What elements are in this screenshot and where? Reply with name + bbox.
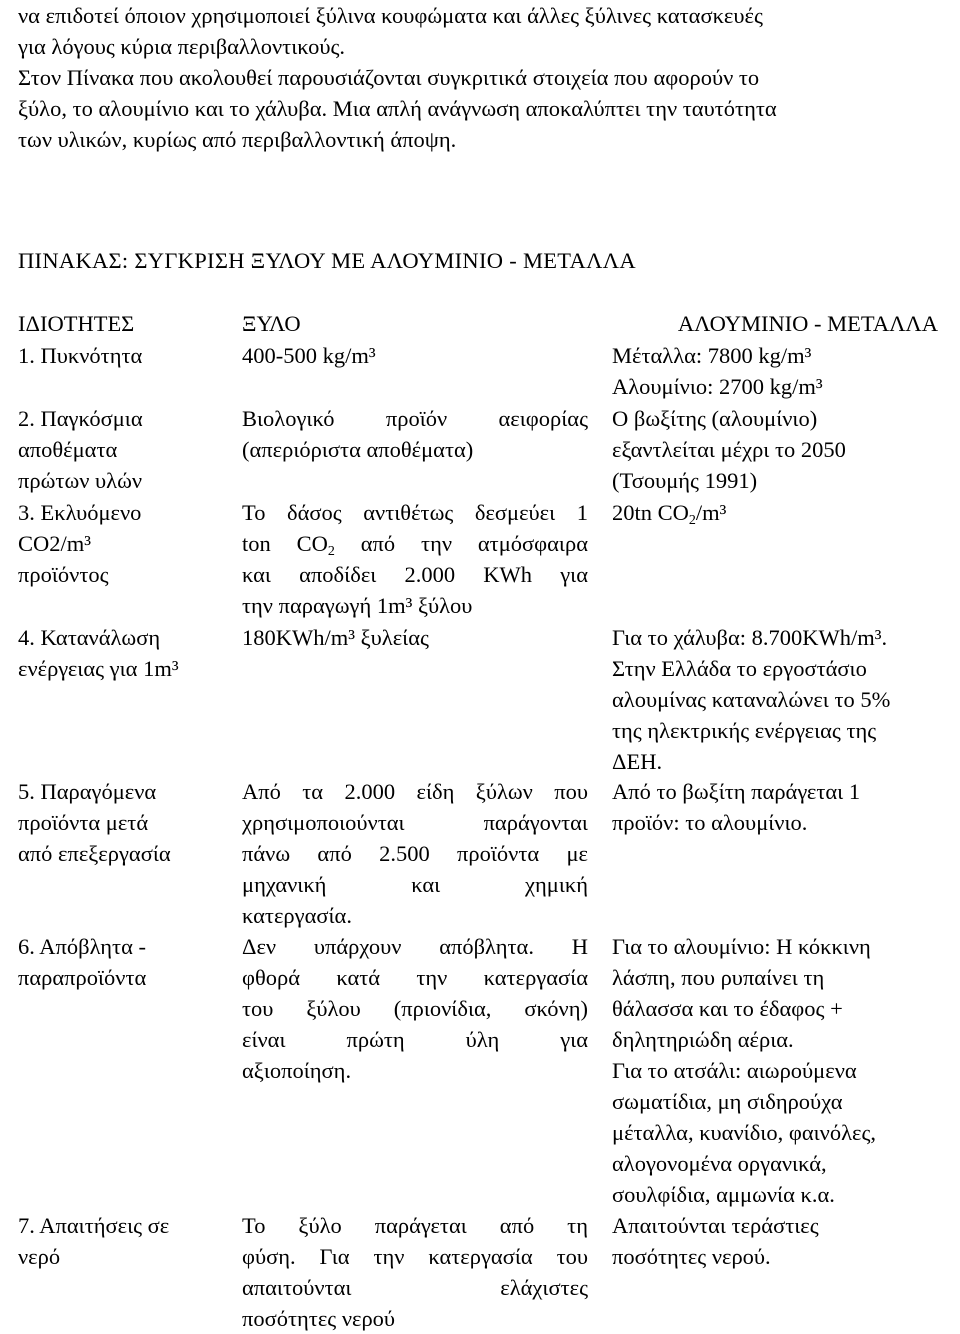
row-1-aluminium: [612, 340, 938, 402]
cell-line: και αποδίδει 2.000 KWh για: [242, 562, 588, 587]
row-7-property: [18, 1210, 228, 1272]
intro-line: των υλικών, κυρίως από περιβαλλοντική άποψη.: [18, 127, 457, 152]
row-1-wood: [242, 340, 588, 371]
cell-line: 1. Πυκνότητα: [18, 343, 143, 368]
intro-line: ξύλο, το αλουμίνιο και το χάλυβα. Μια απλή ανάγνωση αποκαλύπτει την ταυτότητα: [18, 96, 777, 121]
cell-text: /m³: [695, 500, 727, 525]
cell-line: αλογονομένα οργανικά,: [612, 1151, 827, 1176]
header-properties: ΙΔΙΟΤΗΤΕΣ: [18, 311, 135, 336]
cell-line: αποθέματα: [18, 437, 118, 462]
cell-line: μέταλλα, κυανίδιο, φαινόλες,: [612, 1120, 876, 1145]
cell-line: 2. Παγκόσμια: [18, 406, 143, 431]
cell-line: προϊόντα μετά: [18, 810, 149, 835]
cell-line: προϊόντος: [18, 562, 109, 587]
row-4-wood: [242, 622, 588, 653]
header-aluminium: ΑΛΟΥΜΙΝΙΟ - ΜΕΤΑΛΛΑ: [677, 311, 938, 336]
cell-line: θάλασσα και το έδαφος +: [612, 996, 843, 1021]
cell-line: πρώτων υλών: [18, 468, 143, 493]
table-title: ΠΙΝΑΚΑΣ: ΣΥΓΚΡΙΣΗ ΞΥΛΟΥ ΜΕ ΑΛΟΥΜΙΝΙΟ - ΜΕΤΑΛΛΑ: [18, 248, 636, 273]
row-2-property: [18, 403, 228, 496]
cell-line: [612, 497, 938, 528]
cell-line: Μέταλλα: 7800 kg/m³: [612, 343, 812, 368]
row-4-aluminium: [612, 622, 942, 777]
cell-line: CO2/m³: [18, 531, 92, 556]
cell-line: απαιτούνται ελάχιστες: [242, 1275, 588, 1300]
cell-line: αλουμίνας καταναλώνει το 5%: [612, 687, 891, 712]
cell-line: μηχανική και χημική: [242, 872, 588, 897]
cell-line: φύση. Για την κατεργασία του: [242, 1244, 588, 1269]
intro-line: Στον Πίνακα που ακολουθεί παρουσιάζονται συγκριτικά στοιχεία που αφορούν το: [18, 65, 760, 90]
cell-line: της ηλεκτρικής ενέργειας της: [612, 718, 877, 743]
row-7-wood: [242, 1210, 588, 1334]
row-6-aluminium: [612, 931, 942, 1210]
cell-line: εξαντλείται μέχρι το 2050: [612, 437, 846, 462]
cell-line: ποσότητες νερού: [242, 1306, 396, 1331]
intro-line: να επιδοτεί όποιον χρησιμοποιεί ξύλινα κουφώματα και άλλες ξύλινες κατασκευές: [18, 3, 763, 28]
cell-line: αξιοποίηση.: [242, 1058, 352, 1083]
cell-text: ton CO: [242, 531, 328, 556]
cell-line: 7. Απαιτήσεις σε: [18, 1213, 170, 1238]
cell-line: σωματίδια, μη σιδηρούχα: [612, 1089, 843, 1114]
cell-line: Από το βωξίτη παράγεται 1: [612, 779, 861, 804]
intro-paragraph: [18, 0, 948, 155]
row-7-aluminium: [612, 1210, 938, 1272]
cell-line: Για το αλουμίνιο: Η κόκκινη: [612, 934, 871, 959]
cell-line: 5. Παραγόμενα: [18, 779, 157, 804]
cell-line: Αλουμίνιο: 2700 kg/m³: [612, 374, 823, 399]
cell-line: φθορά κατά την κατεργασία: [242, 965, 588, 990]
cell-line: Από τα 2.000 είδη ξύλων που: [242, 779, 588, 804]
cell-line: Στην Ελλάδα το εργοστάσιο: [612, 656, 867, 681]
cell-line: 400-500 kg/m³: [242, 343, 376, 368]
subscript: 2: [327, 544, 335, 559]
subscript: 2: [688, 513, 696, 528]
row-5-property: [18, 776, 228, 869]
cell-line: Το ξύλο παράγεται από τη: [242, 1213, 588, 1238]
cell-line: από επεξεργασία: [18, 841, 171, 866]
row-1-property: [18, 340, 228, 371]
row-3-aluminium: [612, 497, 938, 528]
row-4-property: [18, 622, 228, 684]
cell-line: νερό: [18, 1244, 61, 1269]
cell-line: Δεν υπάρχουν απόβλητα. Η: [242, 934, 588, 959]
header-wood: ΞΥΛΟ: [242, 311, 301, 336]
cell-line: 6. Απόβλητα -: [18, 934, 146, 959]
cell-line: σουλφίδια, αμμωνία κ.α.: [612, 1182, 835, 1207]
cell-line: 180KWh/m³ ξυλείας: [242, 625, 429, 650]
cell-line: λάσπη, που ρυπαίνει τη: [612, 965, 825, 990]
cell-line: πάνω από 2.500 προϊόντα με: [242, 841, 588, 866]
cell-line: προϊόν: το αλουμίνιο.: [612, 810, 808, 835]
row-3-property: [18, 497, 228, 590]
row-3-wood: [242, 497, 588, 621]
row-2-wood: [242, 403, 588, 465]
cell-line: είναι πρώτη ύλη για: [242, 1027, 588, 1052]
cell-line: κατεργασία.: [242, 903, 352, 928]
row-6-property: [18, 931, 228, 993]
cell-line: του ξύλου (πριονίδια, σκόνη): [242, 996, 588, 1021]
cell-line: ΔΕΗ.: [612, 749, 663, 774]
cell-line: Για το ατσάλι: αιωρούμενα: [612, 1058, 857, 1083]
cell-line: Ο βωξίτης (αλουμίνιο): [612, 406, 818, 431]
cell-line: 3. Εκλυόμενο: [18, 500, 142, 525]
cell-line: Απαιτούνται τεράστιες: [612, 1213, 819, 1238]
row-6-wood: [242, 931, 588, 1086]
cell-line: παραπροϊόντα: [18, 965, 147, 990]
cell-line: (απεριόριστα αποθέματα): [242, 437, 474, 462]
cell-line: την παραγωγή 1m³ ξύλου: [242, 593, 473, 618]
cell-line: χρησιμοποιούνται παράγονται: [242, 810, 588, 835]
cell-line: ενέργειας για 1m³: [18, 656, 179, 681]
cell-line: 4. Κατανάλωση: [18, 625, 161, 650]
cell-text: 20tn CO: [612, 500, 689, 525]
cell-line: Για το χάλυβα: 8.700KWh/m³.: [612, 625, 888, 650]
cell-line: Το δάσος αντιθέτως δεσμεύει 1: [242, 500, 588, 525]
cell-text: από την ατμόσφαιρα: [334, 531, 588, 556]
cell-line: Βιολογικό προϊόν αειφορίας: [242, 406, 588, 431]
cell-line: ποσότητες νερού.: [612, 1244, 771, 1269]
cell-line: [242, 528, 588, 559]
row-5-wood: [242, 776, 588, 931]
cell-line: δηλητηριώδη αέρια.: [612, 1027, 794, 1052]
row-2-aluminium: [612, 403, 938, 496]
intro-line: για λόγους κύρια περιβαλλοντικούς.: [18, 34, 346, 59]
cell-line: (Τσουμής 1991): [612, 468, 758, 493]
row-5-aluminium: [612, 776, 938, 838]
